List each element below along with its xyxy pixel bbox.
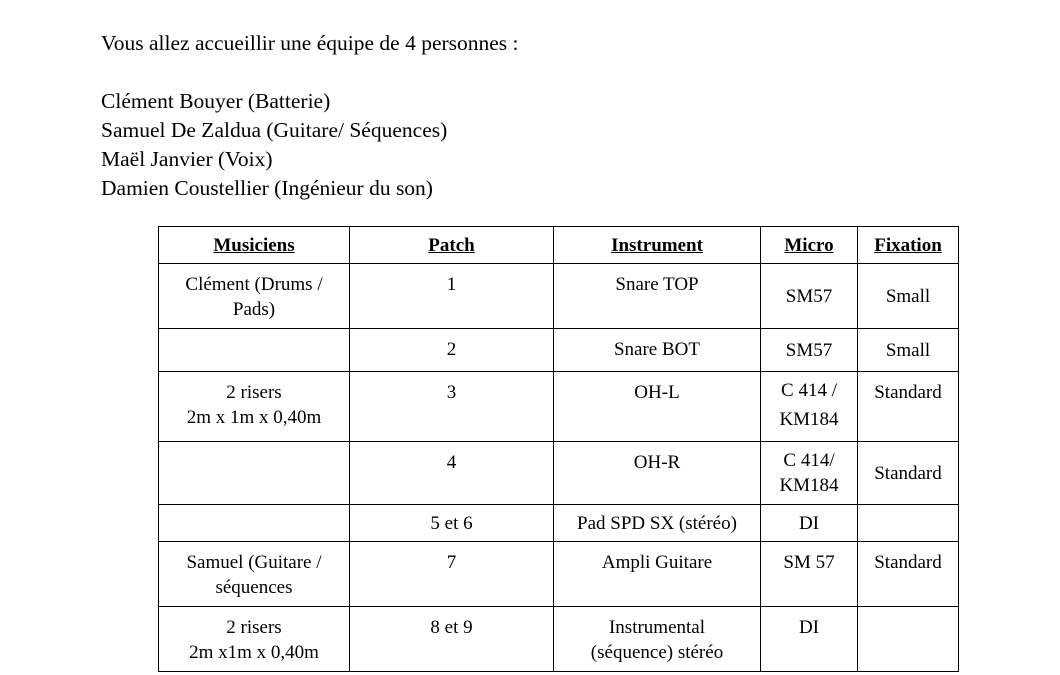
cell-musician: 2 risers 2m x 1m x 0,40m bbox=[159, 372, 350, 442]
cell-patch: 8 et 9 bbox=[350, 607, 554, 672]
table-header-row bbox=[159, 227, 959, 264]
cell-patch: 1 bbox=[350, 264, 554, 329]
cell-instrument: OH-R bbox=[554, 442, 761, 505]
member-line: Clément Bouyer (Batterie) bbox=[101, 89, 331, 113]
member-line: Samuel De Zaldua (Guitare/ Séquences) bbox=[101, 118, 448, 142]
table-row bbox=[159, 505, 959, 542]
header-micro: Micro bbox=[761, 227, 858, 264]
cell-musician bbox=[159, 442, 350, 505]
cell-instrument: Snare TOP bbox=[554, 264, 761, 329]
cell-fixation: Small bbox=[858, 329, 959, 372]
cell-patch: 3 bbox=[350, 372, 554, 442]
intro-text bbox=[101, 29, 519, 203]
cell-micro: DI bbox=[761, 505, 858, 542]
header-musiciens: Musiciens bbox=[159, 227, 350, 264]
spacer bbox=[101, 58, 519, 87]
cell-musician bbox=[159, 329, 350, 372]
team-line: Vous allez accueillir une équipe de 4 personnes : bbox=[101, 31, 519, 55]
table-row bbox=[159, 264, 959, 329]
header-instrument: Instrument bbox=[554, 227, 761, 264]
cell-instrument: Ampli Guitare bbox=[554, 542, 761, 607]
table-row bbox=[159, 607, 959, 672]
cell-musician: Samuel (Guitare / séquences bbox=[159, 542, 350, 607]
table-row bbox=[159, 329, 959, 372]
cell-musician bbox=[159, 505, 350, 542]
cell-micro: C 414 / KM184 bbox=[761, 372, 858, 442]
cell-micro: SM57 bbox=[761, 264, 858, 329]
header-patch: Patch bbox=[350, 227, 554, 264]
cell-fixation: Standard bbox=[858, 442, 959, 505]
header-fixation: Fixation bbox=[858, 227, 959, 264]
cell-micro: SM57 bbox=[761, 329, 858, 372]
cell-instrument: Pad SPD SX (stéréo) bbox=[554, 505, 761, 542]
cell-patch: 5 et 6 bbox=[350, 505, 554, 542]
cell-patch: 4 bbox=[350, 442, 554, 505]
cell-instrument: OH-L bbox=[554, 372, 761, 442]
cell-fixation: Standard bbox=[858, 542, 959, 607]
member-line: Damien Coustellier (Ingénieur du son) bbox=[101, 176, 433, 200]
cell-fixation: Small bbox=[858, 264, 959, 329]
cell-fixation: Standard bbox=[858, 372, 959, 442]
cell-patch: 2 bbox=[350, 329, 554, 372]
member-line: Maël Janvier (Voix) bbox=[101, 147, 273, 171]
cell-micro: DI bbox=[761, 607, 858, 672]
table-row bbox=[159, 542, 959, 607]
cell-patch: 7 bbox=[350, 542, 554, 607]
cell-micro: C 414/ KM184 bbox=[761, 442, 858, 505]
table-row bbox=[159, 442, 959, 505]
cell-musician: Clément (Drums / Pads) bbox=[159, 264, 350, 329]
table-row bbox=[159, 372, 959, 442]
cell-micro: SM 57 bbox=[761, 542, 858, 607]
cell-instrument: Instrumental (séquence) stéréo bbox=[554, 607, 761, 672]
cell-fixation bbox=[858, 505, 959, 542]
patch-list-table bbox=[158, 226, 959, 672]
cell-fixation bbox=[858, 607, 959, 672]
cell-instrument: Snare BOT bbox=[554, 329, 761, 372]
cell-musician: 2 risers 2m x1m x 0,40m bbox=[159, 607, 350, 672]
